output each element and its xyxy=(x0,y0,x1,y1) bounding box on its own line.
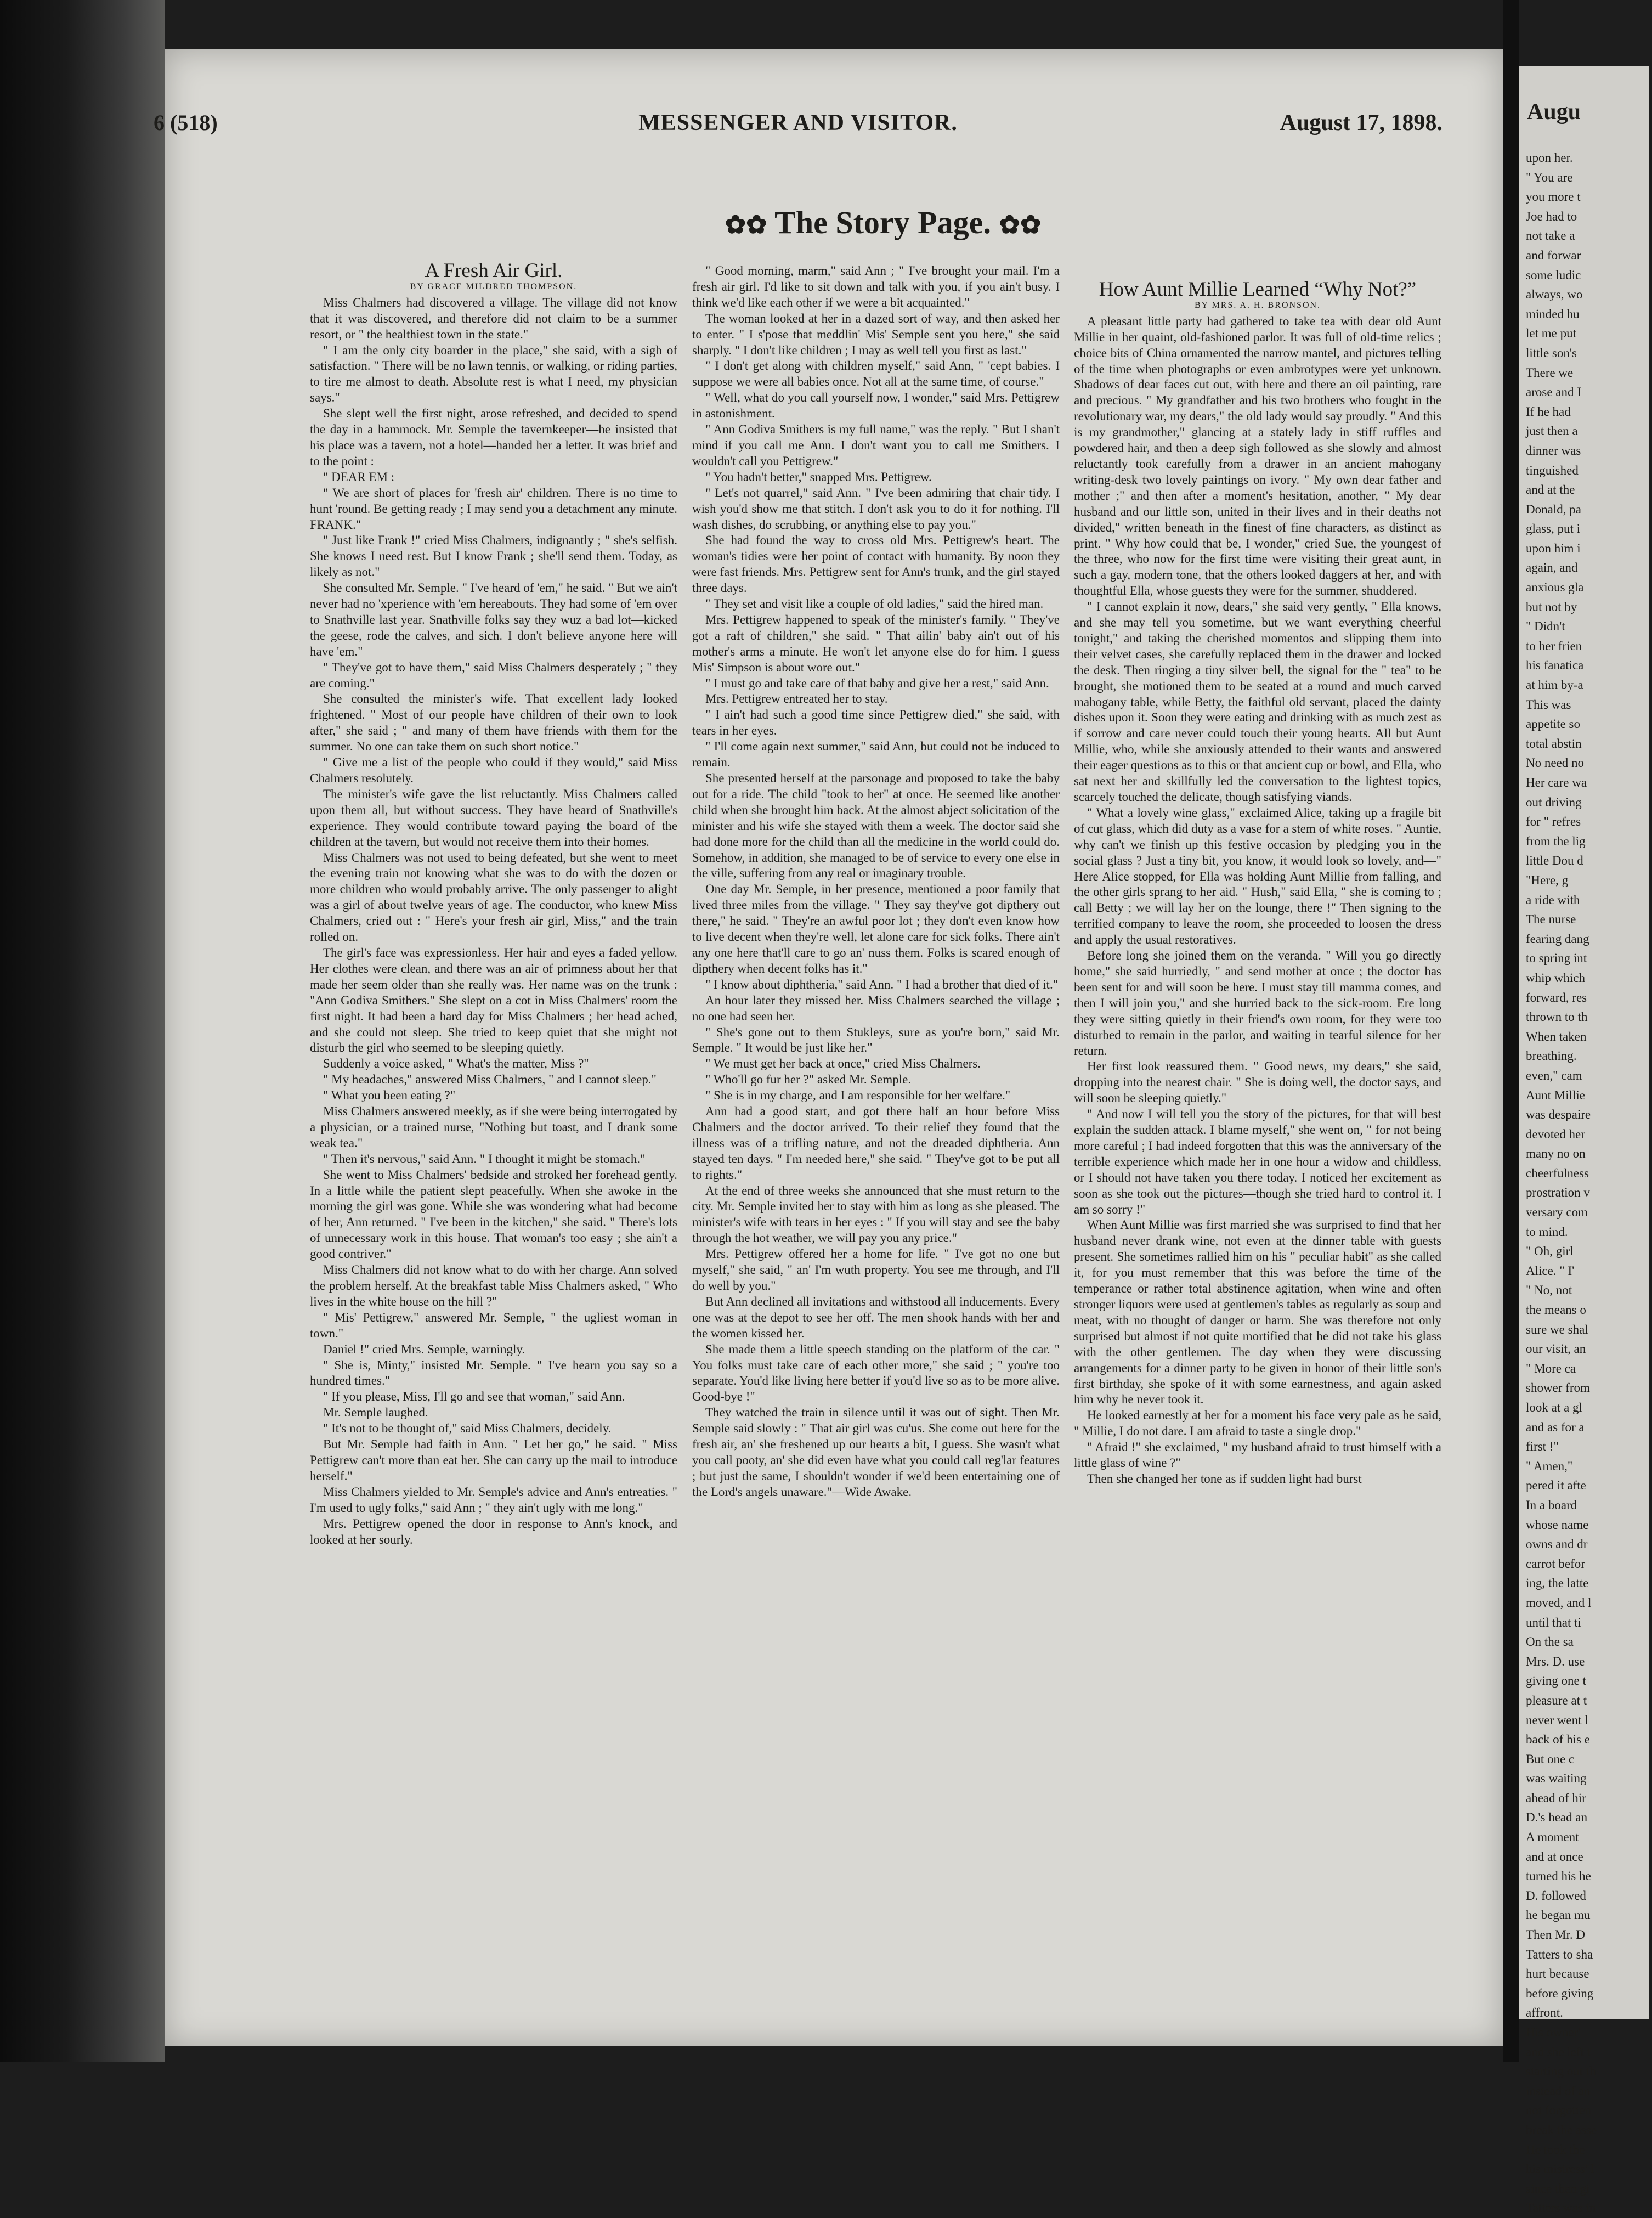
article-byline: BY MRS. A. H. BRONSON. xyxy=(1194,300,1321,310)
column-2 xyxy=(692,263,1060,2008)
text-line: No need no xyxy=(1526,756,1585,770)
paragraph: " They set and visit like a couple of old ladies," said the hired man. xyxy=(705,597,1044,611)
article-title: How Aunt Millie Learned “Why Not?” xyxy=(1099,278,1417,301)
text-line: giving one t xyxy=(1526,1674,1586,1688)
leaf-ornament-icon: ✿✿ xyxy=(999,211,1042,239)
text-line: Her care wa xyxy=(1526,776,1587,789)
paragraph: " She's gone out to them Stukleys, sure as you're born," said Mr. Semple. " It would be just like her." xyxy=(692,1025,1060,1055)
text-line: and she left t xyxy=(1526,2045,1591,2059)
paragraph: At the end of three weeks she announced that she must return to the city. Mr. Semple invited her to stay with him as long as she pleased. The minister's wife with tears in her eyes : " If you will stay and see the baby through the hot weather, we will pay you any price." xyxy=(692,1183,1060,1245)
article-body xyxy=(1074,314,1441,1487)
text-line: cheerfulness xyxy=(1526,1166,1589,1180)
text-line: many no on xyxy=(1526,1147,1586,1161)
paragraph: She made them a little speech standing on the platform of the car. " You folks must take care of each other more," she said ; " you're too separate. You'd like living here better if you'd live so as to be more alive. Good-bye !" xyxy=(692,1342,1060,1404)
text-line: Then Mr. D xyxy=(1526,1928,1585,1942)
text-line: and forwar xyxy=(1526,248,1581,262)
column-3 xyxy=(1074,263,1441,2008)
text-line: the means o xyxy=(1526,1303,1586,1317)
paragraph: " She is, Minty," insisted Mr. Semple. " I've hearn you say so a hundred times." xyxy=(310,1358,677,1388)
text-line: let me put xyxy=(1526,326,1576,341)
paragraph: " And now I will tell you the story of the pictures, for that will best explain the sudden attack. I blame myself," she went on, " for not being more careful ; I had indeed forgotten that this was the anniversary of the terrible experience which made her in one hour a widow and childless, or I should not have taken you there today. I noticed her excitement as soon as she took out the pictures—though she tried hard to control it. I am so sorry !" xyxy=(1074,1107,1441,1216)
text-line: There we xyxy=(1526,365,1574,380)
text-line: again, and xyxy=(1526,561,1578,575)
paragraph: Miss Chalmers answered meekly, as if she were being interrogated by a physician, or a trained nurse, "Nothing but toast, and I drank some weak tea." xyxy=(310,1104,677,1150)
paragraph: Suddenly a voice asked, " What's the matter, Miss ?" xyxy=(323,1057,589,1071)
text-line: " No, not xyxy=(1526,1283,1572,1297)
paragraph: " Mis' Pettigrew," answered Mr. Semple, " the ugliest woman in town." xyxy=(310,1310,677,1340)
issue-date: August 17, 1898. xyxy=(1280,110,1442,136)
text-line: forward, res xyxy=(1526,990,1587,1004)
text-line: from the lig xyxy=(1526,834,1586,848)
text-line: " You are xyxy=(1526,170,1573,184)
text-line: his fanatica xyxy=(1526,658,1584,673)
text-line: just then a xyxy=(1526,424,1578,438)
paragraph: Before long she joined them on the veranda. " Will you go directly home," she said hurriedly, " and send mother at once ; the doctor has been sent for and will soon be here. I must stay till mamma comes, and then I will join you," and she hurried back to the sick-room. Ere long they were sitting quietly in their friend's own room, for they were too disturbed to remain in the parlor, and waiting in tearful silence for her return. xyxy=(1074,949,1441,1058)
text-line: breathing. xyxy=(1526,1049,1577,1063)
text-line: versary com xyxy=(1526,1205,1588,1220)
paragraph: He looked earnestly at her for a moment his face very pale as he said, " Millie, I do not dare. I am afraid to taste a single drop." xyxy=(1074,1408,1441,1438)
section-title: The Story Page. xyxy=(774,205,991,240)
paragraph: She consulted the minister's wife. That excellent lady looked frightened. " Most of our people have children of their own to look after," she said ; " and many of them have friends with them for the summer. No one can take them on such short notice." xyxy=(310,692,677,754)
adjacent-page-text xyxy=(1526,148,1652,2218)
text-line: If he had xyxy=(1526,404,1571,419)
leaf-ornament-icon: ✿✿ xyxy=(725,211,767,239)
text-line: first !" xyxy=(1526,1440,1559,1454)
paragraph: " Who'll go fur her ?" asked Mr. Semple. xyxy=(705,1073,912,1087)
paragraph: " I ain't had such a good time since Pettigrew died," she said, with tears in her eyes. xyxy=(692,708,1060,738)
text-line: Tatters to sha xyxy=(1526,1947,1593,1961)
text-line: " More ca xyxy=(1526,1361,1576,1375)
text-line: he began mu xyxy=(1526,1908,1591,1922)
text-line: Joe had to xyxy=(1526,209,1577,223)
article-body-continued xyxy=(692,263,1060,1500)
text-line: was waiting xyxy=(1526,1771,1587,1786)
text-line: never went l xyxy=(1526,1713,1588,1727)
text-line: instead of an xyxy=(1526,2084,1591,2098)
text-line: " Oh, girl xyxy=(1526,1244,1574,1258)
text-line: owns and dr xyxy=(1526,1537,1588,1551)
article-body xyxy=(310,295,677,1548)
paragraph: Then she changed her tone as if sudden light had burst xyxy=(1087,1471,1362,1486)
paragraph: " If you please, Miss, I'll go and see that woman," said Ann. xyxy=(323,1390,625,1404)
paragraph: Miss Chalmers did not know what to do with her charge. Ann solved the problem herself. At the breakfast table Miss Chalmers asked, " Who lives in the white house on the hill ?" xyxy=(310,1263,677,1308)
paragraph: " They've got to have them," said Miss Chalmers desperately ; " they are coming." xyxy=(310,660,677,690)
text-line: devoted her xyxy=(1526,1127,1585,1141)
paragraph: " I know about diphtheria," said Ann. " I had a brother that died of it." xyxy=(705,977,1059,991)
paragraph: " You hadn't better," snapped Mrs. Pettigrew. xyxy=(705,470,932,484)
text-line: Mrs. D. use xyxy=(1526,1654,1585,1668)
paragraph: " Let's not quarrel," said Ann. " I've been admiring that chair tidy. I wish you'd show me that stitch. I don't ask you to do it for nothing. I'll wash dishes, do scrubbing, or anything else to pay you." xyxy=(692,486,1060,532)
text-line: He took the xyxy=(1526,2142,1585,2157)
paragraph: Miss Chalmers was not used to being defeated, but she went to meet the evening train not knowing what she was to do with the dozen or more children who would probably arrive. The only passenger to alight was a girl of about twelve years of age. The conductor, who knew Miss Chalmers, cried out : " Here's your fresh air girl, Miss," and the train rolled on. xyxy=(310,850,677,944)
text-line: Aunt Millie xyxy=(1526,1088,1585,1102)
text-line: Tatters was in xyxy=(1526,2201,1596,2215)
paragraph: An hour later they missed her. Miss Chalmers searched the village ; no one had seen her. xyxy=(692,993,1060,1023)
text-line: our visit, an xyxy=(1526,1342,1586,1356)
text-line: even," cam xyxy=(1526,1068,1582,1082)
text-line: Alice. " I' xyxy=(1526,1263,1575,1278)
text-line: hurt because xyxy=(1526,1967,1589,1981)
paragraph: " Then it's nervous," said Ann. " I thought it might be stomach." xyxy=(323,1152,646,1166)
text-line: His owner' xyxy=(1526,2025,1581,2039)
paragraph: " I don't get along with children myself," said Ann, " 'cept babies. I suppose we were all babies once. Not all at the same time, of course." xyxy=(692,359,1060,389)
text-line: appetite so xyxy=(1526,717,1580,731)
column-1 xyxy=(310,259,677,2008)
text-line: at him by-a xyxy=(1526,678,1583,692)
text-line: for " refres xyxy=(1526,815,1581,829)
paragraph: The woman looked at her in a dazed sort of way, and then asked her to enter. " I s'pose that meddlin' Mis' Semple sent you here," she said sharply. " I don't like children ; I may as well tell you first as last." xyxy=(692,311,1060,357)
text-line: ing, the latte xyxy=(1526,1576,1589,1590)
text-line: little son's xyxy=(1526,346,1577,360)
paragraph: But Ann declined all invitations and withstood all inducements. Every one was at the depot to see her off. The men shook hands with her and the women kissed her. xyxy=(692,1294,1060,1340)
text-line: carrot befor xyxy=(1526,1556,1585,1571)
paragraph: She had found the way to cross old Mrs. Pettigrew's heart. The woman's tidies were her point of contact with humanity. By noon they were fast friends. Mrs. Pettigrew sent for Ann's trunk, and the girl stayed three days. xyxy=(692,533,1060,595)
text-line: dinner was xyxy=(1526,443,1581,458)
paper-name: MESSENGER AND VISITOR. xyxy=(638,110,958,136)
paragraph: She went to Miss Chalmers' bedside and stroked her forehead gently. In a little while the patient slept peacefully. When she awoke in the morning the girl was gone. While she was wondering what had become of her, Ann returned. " I've been in the kitchen," she said. " There's lots of unnecessary work in this house. That woman's too easy ; she ain't a good contriver." xyxy=(310,1167,677,1261)
adjacent-page-header: Augu xyxy=(1527,99,1581,125)
paragraph: " I cannot explain it now, dears," she said very gently, " Ella knows, and she may tell you sometime, but we want everything cheerful tonight," and taking the cherished momentos and slipping them into their velvet cases, she carefully replaced them in the drawer and locked the desk. Then ringing a tiny silver bell, the signal for the " tea" to be brought, she motioned them to be seated at a round and much carved mahogany table, while Betty, the faithful old servant, placed the dainty dishes upon it. Soon they were eating and drinking with as much zest as if sorrow and care never could touch their young hearts. All but Aunt Millie, who, while she anxiously attended to their wants and answered their eager questions as to this or that ancient cup or bowl, and Ella, who sat next her and skillfully led the conversation to the lightest topics, scarcely touched the delicate, though satisfying viands. xyxy=(1074,600,1441,804)
text-line: back of his e xyxy=(1526,1732,1590,1747)
article-byline: BY GRACE MILDRED THOMPSON. xyxy=(410,281,578,291)
page-number: 6 (518) xyxy=(154,110,218,135)
page-header xyxy=(154,110,1442,159)
text-line: shower from xyxy=(1526,1381,1590,1395)
paragraph: The girl's face was expressionless. Her hair and eyes a faded yellow. Her clothes were clean, and there was an air of primness about her that made her seem older than she really was. Her name was on the trunk : "Ann Godiva Smithers." She slept on a cot in Miss Chalmers' room the first night. It had been a hard day for Miss Chalmers ; her head ached, and she could not sleep. She tried to keep quiet that she might not disturb the girl who seemed to be sleeping quietly. xyxy=(310,945,677,1055)
paragraph: Mrs. Pettigrew happened to speak of the minister's family. " They've got a raft of children," she said. " That ailin' baby ain't out of his mother's arms a minute. He won't let anyone else do for him. I guess Mis' Simpson is about wore out." xyxy=(692,612,1060,674)
paragraph: " It's not to be thought of," said Miss Chalmers, decidely. xyxy=(323,1421,612,1436)
paragraph: " I'll come again next summer," said Ann, but could not be induced to remain. xyxy=(692,740,1060,770)
paragraph: " Just like Frank !" cried Miss Chalmers, indignantly ; " she's selfish. She knows I need rest. But I know Frank ; she'll send them. Today, as likely as not." xyxy=(310,533,677,579)
text-line: glass, put i xyxy=(1526,522,1581,536)
text-line: anxious gla xyxy=(1526,580,1584,595)
text-line: prostration v xyxy=(1526,1186,1590,1200)
text-line: fearing dang xyxy=(1526,932,1589,946)
text-line: pleasure at t xyxy=(1526,1693,1587,1707)
text-line: Donald, pa xyxy=(1526,502,1581,516)
text-line: and as for a xyxy=(1526,1420,1585,1434)
text-line: and at the xyxy=(1526,483,1575,497)
paragraph: " I am the only city boarder in the place," she said, with a sigh of satisfaction. " There will be no lawn tennis, or walking, or riding parties, to tire me almost to death. Absolute rest is what I need, my physician says." xyxy=(310,343,677,405)
text-line: ahead of hir xyxy=(1526,1791,1586,1805)
text-line: whose name xyxy=(1526,1517,1589,1532)
text-line: but not by xyxy=(1526,600,1577,614)
paragraph: " Afraid !" she exclaimed, " my husband afraid to trust himself with a little glass of wine ?" xyxy=(1074,1440,1441,1470)
paragraph: " Give me a list of the people who could if they would," said Miss Chalmers resolutely. xyxy=(310,755,677,785)
text-line: to mind. xyxy=(1526,1224,1568,1239)
text-line: pered it afte xyxy=(1526,1478,1586,1493)
article-title: A Fresh Air Girl. xyxy=(425,259,563,282)
adjacent-page xyxy=(1519,66,1649,2215)
text-line: D. followed xyxy=(1526,1888,1586,1903)
paragraph: The minister's wife gave the list reluctantly. Miss Chalmers called upon them all, but without success. They have heard of Snathville's experience. They would contribute toward paying the board of the children at the tavern, but would not receive them into their homes. xyxy=(310,787,677,849)
text-line: his mistress' l xyxy=(1526,2162,1594,2176)
text-line: and at once xyxy=(1526,1849,1583,1864)
paragraph: " She is in my charge, and I am responsible for her welfare." xyxy=(705,1088,1011,1103)
paragraph: Mr. Semple laughed. xyxy=(323,1406,428,1420)
text-line: arose and I xyxy=(1526,385,1581,399)
paragraph: " What you been eating ?" xyxy=(323,1088,456,1103)
text-line: before giving xyxy=(1526,1986,1594,2000)
text-line: some ludic xyxy=(1526,268,1581,282)
paragraph: " I must go and take care of that baby and give her a rest," said Ann. xyxy=(705,676,1049,690)
paragraph: She consulted Mr. Semple. " I've heard of 'em," he said. " But we ain't never had no 'xperience with 'em hereabouts. They had some of 'em over to Snathville last year. Snathville folks say they wuz a bad lot—kicked the geese, rode the calves, and sich. I don't believe anyone here will have 'em." xyxy=(310,581,677,658)
text-line: a ride with xyxy=(1526,893,1580,907)
text-line: turned his he xyxy=(1526,1869,1591,1883)
paragraph: " We are short of places for 'fresh air' children. There is no time to hunt 'round. Be getting ready ; I may send you a detachment any minute. FRANK." xyxy=(310,486,677,532)
text-line: sure we shal xyxy=(1526,1322,1588,1336)
paragraph: " We must get her back at once," cried Miss Chalmers. xyxy=(705,1057,981,1071)
text-line: When taken xyxy=(1526,1029,1587,1043)
paragraph: They watched the train in silence until it was out of sight. Then Mr. Semple said slowly : " That air girl was cu'us. She come out here for the fresh air, an' she freshened up our hearts a bit, I guess. She wasn't what you call pooty, an' she did even have what you could call reg'lar features ; but just the same, I shouldn't wonder if we'd been entertaining one of the Lord's angels unaware."—Wide Awake. xyxy=(692,1406,1060,1499)
paragraph: " Ann Godiva Smithers is my full name," was the reply. " But I shan't mind if you call me Ann. I don't want you to call me Smithers. I wouldn't call you Pettigrew." xyxy=(692,422,1060,468)
paragraph: Mrs. Pettigrew offered her a home for life. " I've got no one but myself," she said, " an' I'm wuth property. You see me through, and I'll do well by you." xyxy=(692,1247,1060,1293)
text-line: was despaire xyxy=(1526,1108,1591,1122)
text-line: until that ti xyxy=(1526,1615,1581,1629)
paragraph: Her first look reassured them. " Good news, my dears," she said, dropping into the nearest chair. " She is doing well, the doctor says, and will soon be sleeping quietly." xyxy=(1074,1059,1441,1105)
text-line: look at a gl xyxy=(1526,1401,1582,1414)
text-line: break the asse xyxy=(1526,2123,1597,2137)
paragraph: A pleasant little party had gathered to take tea with dear old Aunt Millie in her quaint, old-fashioned parlor. It was full of old-time relics ; choice bits of China ornamented the narrow mantel, and pictures telling of the time when photographs or even ambrotypes were yet unknown. Shadows of dear faces cut out, with here and there an oil painting, rare and precious. " My grandfather and his two brothers who fought in the revolutionary war, my dears," the old lady would say proudly. " And this is my grandmother," glancing at a stately lady in stiff ruffles and powdered hair, and then a deep sigh followed as she slowly and almost reluctantly took carefully from a drawer in an ancient mahogany writing-desk two lovely paintings on ivory. " My own dear father and mother ;" and then after a moment's hesitation, another, " My dear husband and our little son, united in their lives and in their deaths not divided," written beneath in the finest of fine characters, as distinct as print. " Why how could that be, I wonder," cried Sue, the youngest of the three, who now for the first time were visiting their great aunt, in such a gay, modern tone, that the others looked daggers at her, and with thoughtful Ella, whose guests they were for the summer, shuddered. xyxy=(1074,314,1441,598)
text-line: whip which xyxy=(1526,970,1585,985)
text-line: you more t xyxy=(1526,190,1581,204)
paragraph: " My headaches," answered Miss Chalmers, " and I cannot sleep." xyxy=(323,1073,657,1087)
paragraph: " DEAR EM : xyxy=(323,470,395,484)
text-line: affront. xyxy=(1526,2006,1563,2020)
book-gutter xyxy=(1503,0,1519,2062)
text-line: starting out th xyxy=(1526,2064,1596,2079)
paragraph: But Mr. Semple had faith in Ann. " Let her go," he said. " Miss Pettigrew can't more than eat her. She can carry up the mail to introduce herself." xyxy=(310,1437,677,1483)
paragraph: Mrs. Pettigrew opened the door in response to Ann's knock, and looked at her sourly. xyxy=(310,1516,677,1547)
paragraph: " Well, what do you call yourself now, I wonder," said Mrs. Pettigrew in astonishment. xyxy=(692,391,1060,421)
text-line: D.'s head an xyxy=(1526,1810,1588,1825)
text-line: In a board xyxy=(1526,1498,1577,1512)
text-line: total abstin xyxy=(1526,736,1582,750)
text-line: minded hu xyxy=(1526,307,1580,321)
text-line: But one c xyxy=(1526,1752,1575,1766)
text-line: out driving xyxy=(1526,795,1582,809)
paragraph: When Aunt Millie was first married she was surprised to find that her husband never drank wine, not even at the dinner table with guests present. She sometimes rallied him on his " peculiar habit" as she called it, for you must remember that this was before the time of the temperance or rather total abstinence agitation, when wine and often stronger liquors were used at gentlemen's tables as regularly as soup and meat, with no thought of danger or harm. She was therefore not only surprised but almost if not quite mortified that he did not take his glass with the other gentlemen. The day when they were discussing arrangements for a dinner party to be given in honor of their little son's first birthday, she spoke of it with some earnestness, and again asked him why he never took it. xyxy=(1074,1218,1441,1407)
paragraph: " Good morning, marm," said Ann ; " I've brought your mail. I'm a fresh air girl. I'd like to sit down and talk with you, if you ain't busy. I think we'd like each other if we were a bit acquainted." xyxy=(692,264,1060,309)
scanner-edge xyxy=(0,0,165,2062)
paragraph: Miss Chalmers had discovered a village. The village did not know that it was discovered, and therefore did not claim to be a summer resort, or " the healthiest town in the state." xyxy=(310,295,677,341)
text-line: On the sa xyxy=(1526,1635,1574,1649)
text-line: upon her. xyxy=(1526,151,1573,165)
text-line: to her frien xyxy=(1526,639,1582,653)
text-line: always, wo xyxy=(1526,287,1583,302)
paragraph: " What a lovely wine glass," exclaimed Alice, taking up a fragile bit of cut glass, which did duty as a vase for a stem of white roses. " Auntie, why can't we finish up this festive occasion by pledging you in the social glass ? Just a tiny bit, you know, it would look so lovely, and—" Here Alice stopped, for Ella was holding Aunt Millie from falling, and the other girls sprang to her aid. " Hush," said Ella, " she is coming to ; call Betty ; we will lay her on the lounge, there !" Then signing to the terrified company to leave the room, she proceeded to loosen the dress and apply the usual restoratives. xyxy=(1074,805,1441,947)
paragraph: She slept well the first night, arose refreshed, and decided to spend the day in a hammock. Mr. Semple the tavernkeeper—he insisted that his place was a tavern, not a hotel—handed her a letter. It was brief and to the point : xyxy=(310,407,677,468)
text-line: tinguished xyxy=(1526,463,1579,477)
text-line: The nurse xyxy=(1526,912,1576,927)
text-line: " Amen," xyxy=(1526,1459,1573,1473)
paragraph: One day Mr. Semple, in her presence, mentioned a poor family that lived three miles from the village. " They say they've got dipthery out there," he said. " They're an awful poor lot ; they don't even know how to live decent when they're well, let alone care for sick folks. There ain't any one here that'll care to go an' nuss them. Folks is scared enough of dipthery when decent folks has it." xyxy=(692,882,1060,975)
paragraph: Daniel !" cried Mrs. Semple, warningly. xyxy=(323,1342,525,1356)
text-line: to spring int xyxy=(1526,951,1587,966)
text-line: moved, and l xyxy=(1526,1595,1592,1610)
paragraph: Ann had a good start, and got there half an hour before Miss Chalmers and the doctor arrived. To their relief they found that the illness was of a trifling nature, and not the dreaded diphtheria. Ann stayed ten days. " I'm needed here," she said. " They've got to be put all to rights." xyxy=(692,1104,1060,1182)
paragraph: Miss Chalmers yielded to Mr. Semple's advice and Ann's entreaties. " I'm used to ugly folks," said Ann ; " they ain't ugly with me long." xyxy=(310,1485,677,1515)
text-line: upon him i xyxy=(1526,541,1581,555)
text-line: " Didn't xyxy=(1526,619,1565,634)
text-line: A moment xyxy=(1526,1830,1579,1844)
text-line: thrown to th xyxy=(1526,1010,1588,1024)
text-line: This was xyxy=(1526,697,1571,712)
text-line: not take a xyxy=(1526,229,1575,243)
text-line: since then gi xyxy=(1526,2181,1590,2196)
text-line: "Here, g xyxy=(1526,873,1569,887)
paragraph: Mrs. Pettigrew entreated her to stay. xyxy=(705,692,888,706)
text-line: not forgotten xyxy=(1526,2103,1592,2118)
text-line: little Dou d xyxy=(1526,854,1583,868)
paragraph: She presented herself at the parsonage and proposed to take the baby out for a ride. The child "took to her" at once. He seemed like another child when she brought him back. At the almost abject solicitation of the minister and his wife she stayed with them a week. The doctor said she had done more for the child than all the medicine in the world could do. Somehow, in addition, she managed to be of service to every one else in the ville, suffering from any real or imaginary trouble. xyxy=(692,771,1060,881)
section-heading xyxy=(680,204,1086,241)
